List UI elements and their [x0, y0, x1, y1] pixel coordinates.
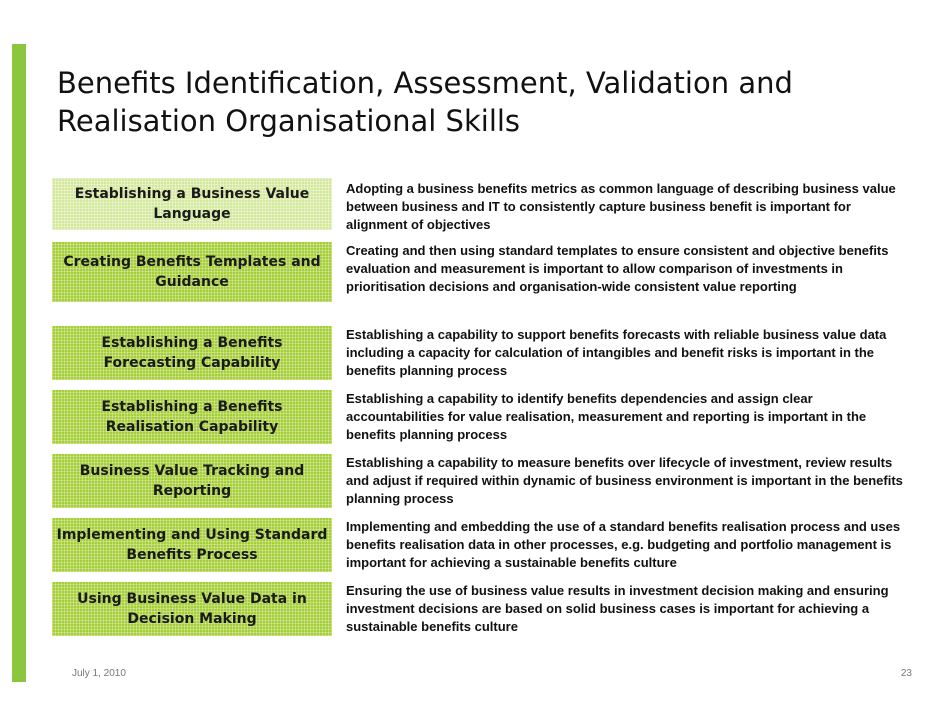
skill-box-benefits-templates [52, 242, 332, 302]
skill-description: Adopting a business benefits metrics as common language of describing business value between business and IT to consistently capture business benefit is important for alignment of objectives [346, 181, 896, 232]
skill-description: Ensuring the use of business value results in investment decision making and ensuring investment decisions are based on solid business cases is important for achieving a sustainable benefits culture [346, 583, 889, 634]
skill-label: Business Value Tracking and Reporting [79, 463, 305, 499]
skill-description: Establishing a capability to identify benefits dependencies and assign clear accountabilities for value realisation, measurement and reporting is important in the benefits planning process [346, 391, 867, 442]
skill-label: Using Business Value Data in Decision Making [77, 591, 307, 627]
skill-description: Creating and then using standard templates to ensure consistent and objective benefits evaluation and measurement is important to allow comparison of investments in prioritisation decisions and organisation-wide consistent value reporting [346, 243, 889, 294]
footer-date: July 1, 2010 [72, 668, 126, 679]
skill-description: Establishing a capability to measure benefits over lifecycle of investment, review results and adjust if required within dynamic of business environment is important in the benefits planning process [346, 455, 903, 506]
skill-box-value-tracking [52, 454, 332, 508]
skill-box-business-value-language [52, 178, 332, 230]
skill-box-decision-making [52, 582, 332, 636]
skill-description: Establishing a capability to support benefits forecasts with reliable business value data including a capacity for calculation of intangibles and benefit risks is important in the benefits planning process [346, 327, 887, 378]
skill-label: Implementing and Using Standard Benefits Process [56, 527, 328, 563]
accent-bar [12, 44, 26, 682]
skill-label: Creating Benefits Templates and Guidance [63, 254, 321, 290]
skill-label: Establishing a Benefits Forecasting Capability [101, 335, 283, 371]
page-number: 23 [900, 668, 912, 679]
skill-label: Establishing a Business Value Language [74, 186, 310, 222]
skill-label: Establishing a Benefits Realisation Capability [101, 399, 283, 435]
skill-box-benefits-realisation [52, 390, 332, 444]
slide-title: Benefits Identification, Assessment, Validation and Realisation Organisational Skills [57, 66, 793, 138]
skill-box-benefits-forecasting [52, 326, 332, 380]
skill-box-standard-process [52, 518, 332, 572]
skill-description: Implementing and embedding the use of a standard benefits realisation process and uses benefits realisation data in other processes, e.g. budgeting and portfolio management is important for achieving a sustainable benefits culture [346, 519, 901, 570]
